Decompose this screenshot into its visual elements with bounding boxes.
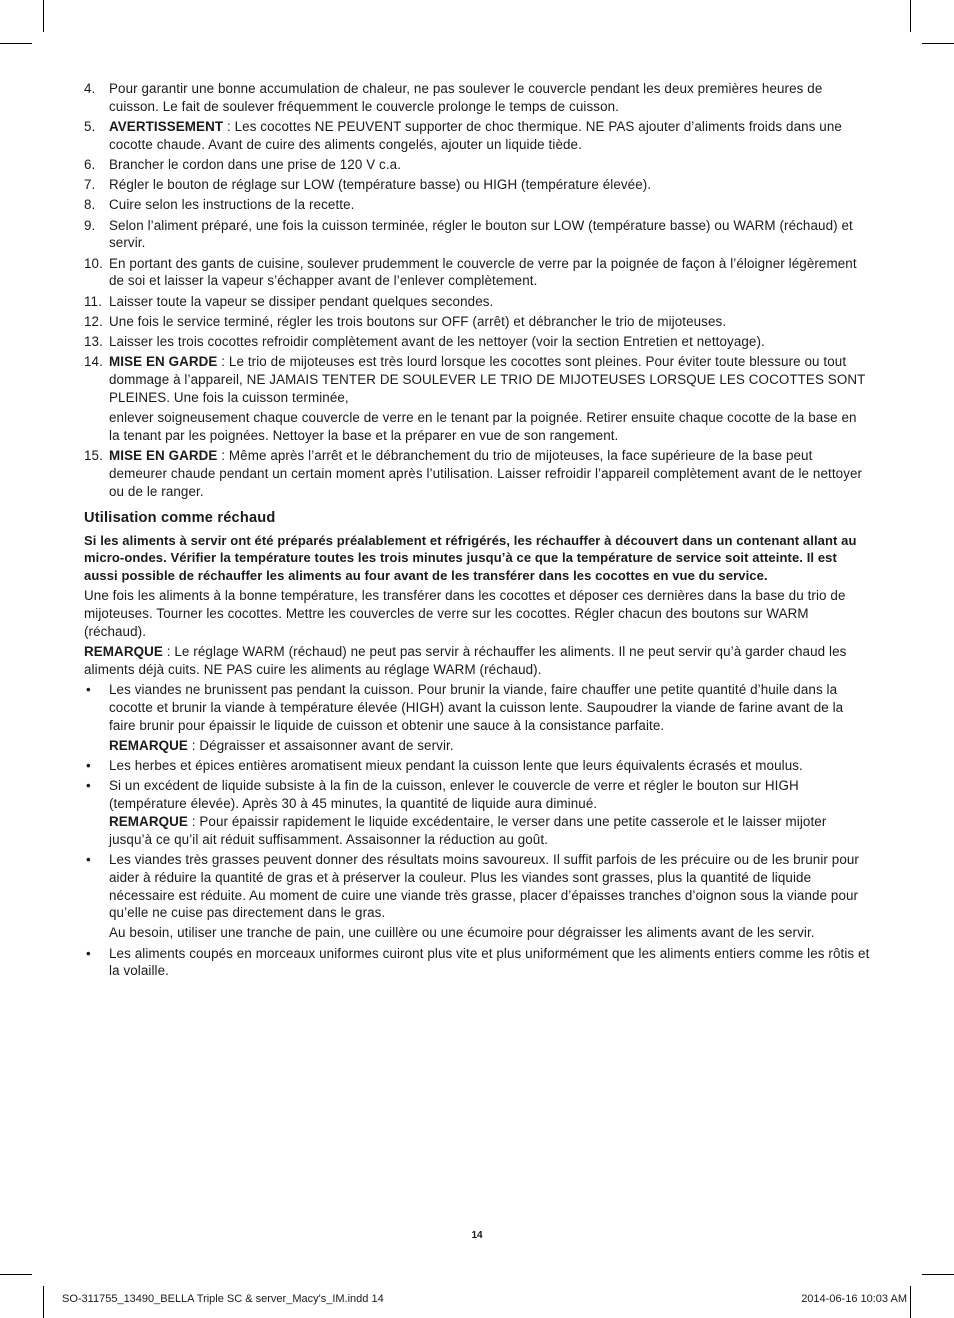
tip-item — [84, 681, 870, 755]
warning-label: AVERTISSEMENT — [109, 118, 224, 134]
step-4 — [84, 80, 870, 116]
crop-mark-top-left-horizontal — [0, 43, 32, 44]
page-number: 14 — [471, 1230, 483, 1241]
footer-file-name: SO-311755_13490_BELLA Triple SC & server_Macy's_IM.indd 14 — [62, 1293, 384, 1305]
step-text: : Le trio de mijoteuses est très lourd lorsque les cocottes sont pleines. Pour éviter toute blessure ou tout dommage à l’appareil, NE JAMAIS TENTER DE SOULEVER LE TRIO DE MIJOTEUSES LORSQUE LES COCOTTES SONT PLEINES. Une fois la cuisson terminée, — [109, 354, 866, 405]
note-label: REMARQUE — [109, 813, 188, 829]
step-number: 4. — [84, 81, 96, 96]
step-text: Pour garantir une bonne accumulation de chaleur, ne pas soulever le couvercle pendant les deux premières heures de cuisson. Le fait de soulever fréquemment le couvercle prolonge le temps de cuisson. — [109, 81, 823, 114]
tip-item — [84, 777, 870, 848]
step-number: 8. — [84, 197, 96, 213]
step-6 — [84, 156, 870, 174]
step-text: Régler le bouton de réglage sur LOW (température basse) ou HIGH (température élevée). — [109, 177, 652, 193]
step-number: 9. — [84, 217, 96, 233]
bullet-icon: • — [86, 945, 91, 961]
page-content — [84, 80, 870, 983]
tip-item — [84, 945, 870, 981]
step-text: Laisser toute la vapeur se dissiper pendant quelques secondes. — [109, 293, 494, 309]
step-text: Brancher le cordon dans une prise de 120 V c.a. — [109, 156, 402, 172]
tip-item — [84, 757, 870, 775]
step-continuation: enlever soigneusement chaque couvercle de verre en le tenant par la poignée. Retirer ensuite chaque cocotte de la base en la tenant par les poignées. Nettoyer la base et la préparer en vue de son rangement. — [109, 410, 857, 444]
step-7 — [84, 176, 870, 194]
crop-mark-top-right-horizontal — [922, 43, 954, 44]
section-paragraph: Une fois les aliments à la bonne température, les transférer dans les cocottes et déposer ces dernières dans la base du trio de mijoteuses. Tourner les cocottes. Mettre les couvercles de verre sur les cocottes. Régler chacun des boutons sur WARM (réchaud). — [84, 588, 846, 639]
step-number: 15. — [84, 448, 103, 464]
step-text: Selon l’aliment préparé, une fois la cuisson terminée, régler le bouton sur LOW (température basse) ou WARM (réchaud) et servir. — [109, 217, 853, 251]
step-number: 12. — [84, 313, 103, 329]
tip-text: Les aliments coupés en morceaux uniformes cuiront plus vite et plus uniformément que les aliments entiers comme les rôtis et la volaille. — [109, 945, 870, 979]
step-number: 14. — [84, 354, 103, 370]
step-number: 7. — [84, 177, 96, 193]
step-text: Laisser les trois cocottes refroidir complètement avant de les nettoyer (voir la section Entretien et nettoyage). — [109, 333, 765, 349]
tip-text: Si un excédent de liquide subsiste à la fin de la cuisson, enlever le couvercle de verre et régler le bouton sur HIGH (température élevée). Après 30 à 45 minutes, la quantité de liquide aura diminué. — [109, 778, 799, 812]
tip-extra: Au besoin, utiliser une tranche de pain, une cuillère ou une écumoire pour dégraisser les aliments avant de les servir. — [109, 925, 815, 941]
step-text: En portant des gants de cuisine, soulever prudemment le couvercle de verre par la poignée de façon à l’éloigner légèrement de soi et laisser la vapeur s’échapper avant de l’enlever complètement. — [109, 255, 857, 289]
tip-text: Les herbes et épices entières aromatisent mieux pendant la cuisson lente que leurs équivalents écrasés et moulus. — [109, 758, 803, 774]
bullet-icon: • — [86, 778, 91, 794]
step-10 — [84, 255, 870, 291]
step-9 — [84, 217, 870, 253]
step-text: Une fois le service terminé, régler les trois boutons sur OFF (arrêt) et débrancher le trio de mijoteuses. — [109, 313, 727, 329]
note-text: : Pour épaissir rapidement le liquide excédentaire, le verser dans une petite casserole et le laisser mijoter jusqu’à ce qu’il ait réduit suffisamment. Assaisonner la réduction au goût. — [109, 813, 827, 847]
note-text: : Le réglage WARM (réchaud) ne peut pas servir à réchauffer les aliments. Il ne peut servir qu’à garder chaud les aliments déjà cuits. NE PAS cuire les aliments au réglage WARM (réchaud). — [84, 644, 847, 677]
steps-list — [84, 80, 870, 501]
step-14 — [84, 353, 870, 445]
tip-text: Les viandes ne brunissent pas pendant la cuisson. Pour brunir la viande, faire chauffer une petite quantité d’huile dans la cocotte et brunir la viande à température élevée (HIGH) avant la cuisson lente. Saupoudrer la viande de farine avant de la faire brunir pour épaissir le liquide de cuisson et obtenir une sauce à la consistance parfaite. — [109, 682, 844, 733]
step-number: 6. — [84, 156, 96, 172]
step-15 — [84, 447, 870, 500]
footer-timestamp: 2014-06-16 10:03 AM — [801, 1293, 907, 1305]
step-number: 10. — [84, 255, 103, 271]
step-text: Cuire selon les instructions de la recette. — [109, 197, 355, 213]
crop-mark-bottom-left-horizontal — [0, 1274, 32, 1275]
tip-item — [84, 851, 870, 942]
step-12 — [84, 313, 870, 331]
crop-mark-bottom-left-vertical — [43, 1286, 44, 1318]
step-text: : Même après l’arrêt et le débranchement du trio de mijoteuses, la face supérieure de la base peut demeurer chaude pendant un certain moment après l’utilisation. Laisser refroidir l’appareil complètement avant de le nettoyer ou de le ranger. — [109, 448, 863, 500]
caution-label: MISE EN GARDE — [109, 354, 218, 370]
step-13 — [84, 333, 870, 351]
note-label: REMARQUE — [109, 737, 188, 753]
section-note — [84, 643, 870, 679]
bullet-icon: • — [86, 851, 91, 867]
tip-note — [109, 737, 870, 755]
note-label: REMARQUE — [84, 644, 163, 660]
section-intro: Si les aliments à servir ont été préparés préalablement et réfrigérés, les réchauffer à découvert dans un contenant allant au micro-ondes. Vérifier la température toutes les trois minutes jusqu’à ce que la température de service soit atteinte. Il est aussi possible de réchauffer les aliments au four avant de les transférer dans les cocottes en vue du service. — [84, 532, 857, 584]
step-number: 13. — [84, 333, 103, 349]
tip-note — [109, 813, 870, 849]
step-5 — [84, 118, 870, 154]
step-8 — [84, 196, 870, 214]
crop-mark-bottom-right-horizontal — [922, 1274, 954, 1275]
step-number: 5. — [84, 118, 96, 134]
crop-mark-top-left-vertical — [43, 0, 44, 32]
tips-list — [84, 681, 870, 980]
bullet-icon: • — [86, 682, 91, 698]
crop-mark-top-right-vertical — [910, 0, 911, 32]
step-11 — [84, 293, 870, 311]
bullet-icon: • — [86, 758, 91, 774]
crop-mark-bottom-right-vertical — [910, 1286, 911, 1318]
step-text: : Les cocottes NE PEUVENT supporter de choc thermique. NE PAS ajouter d’aliments froids dans une cocotte chaude. Avant de cuire des aliments congelés, ajouter un liquide tiède. — [109, 118, 842, 152]
tip-text: Les viandes très grasses peuvent donner des résultats moins savoureux. Il suffit parfois de les précuire ou de les brunir pour aider à réduire la quantité de gras et à préserver la couleur. Plus les viandes sont grasses, plus la quantité de liquide nécessaire est réduite. Au moment de cuire une viande très grasse, placer d’épaisses tranches d’oignon sous la viande pour qu’elle ne cuise pas directement dans le gras. — [109, 851, 859, 921]
caution-label: MISE EN GARDE — [109, 448, 218, 464]
note-text: : Dégraisser et assaisonner avant de servir. — [187, 737, 454, 753]
section-heading: Utilisation comme réchaud — [84, 509, 276, 526]
step-number: 11. — [84, 293, 102, 309]
